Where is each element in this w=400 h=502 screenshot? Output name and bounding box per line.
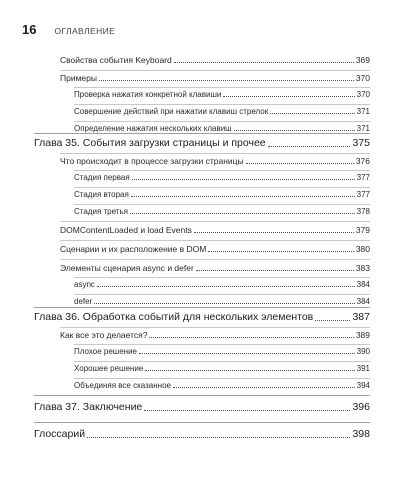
entry-divider (60, 221, 370, 222)
toc-entry-page: 398 (352, 428, 370, 440)
toc-entry-page: 379 (355, 225, 370, 235)
toc-chapter[interactable] (34, 138, 370, 149)
toc-entry-page: 376 (355, 156, 370, 166)
toc-entry-title: async (74, 280, 95, 289)
toc-entry[interactable] (74, 281, 370, 289)
toc-entry[interactable] (74, 191, 370, 199)
entry-divider (74, 294, 370, 295)
entry-divider (60, 259, 370, 260)
toc-entry-title: Проверка нажатия конкретной клавиши (74, 90, 222, 99)
entry-divider (60, 327, 370, 328)
toc-entry-page: 370 (356, 90, 370, 99)
dot-leader (174, 62, 354, 63)
dot-leader (208, 251, 354, 252)
toc-entry-title: Глава 35. События загрузки страницы и прочее (34, 137, 266, 149)
toc-entry-page: 378 (356, 207, 370, 216)
entry-divider (60, 153, 370, 154)
entry-divider (60, 70, 370, 71)
toc-entry[interactable] (74, 298, 370, 306)
toc-entry-title: Совершение действий при нажатии клавиш стрелок (74, 107, 269, 116)
toc-entry-page: 396 (352, 401, 370, 413)
entry-divider (74, 121, 370, 122)
toc-entry-title: Стадия вторая (74, 190, 129, 199)
toc-entry[interactable] (74, 382, 370, 390)
toc-entry-page: 377 (356, 190, 370, 199)
toc-entry-page: 387 (352, 311, 370, 323)
entry-divider (74, 344, 370, 345)
toc-entry-page: 384 (356, 297, 370, 306)
toc-chapter[interactable] (34, 429, 370, 440)
toc-entry-title: Сценарии и их расположение в DOM (60, 244, 207, 254)
toc-entry-title: Примеры (60, 73, 97, 83)
entry-divider (74, 104, 370, 105)
toc-entry-title: Объединяя все сказанное (74, 381, 171, 390)
dot-leader (196, 270, 354, 271)
toc-entry-title: DOMContentLoaded и load Events (60, 225, 192, 235)
toc-entry-page: 371 (356, 107, 370, 116)
toc-entry-page: 375 (352, 137, 370, 149)
toc-entry[interactable] (60, 157, 370, 166)
toc-entry[interactable] (74, 365, 370, 373)
dot-leader (99, 80, 354, 81)
toc-entry-page: 391 (356, 364, 370, 373)
toc-entry-title: Определение нажатия нескольких клавиш (74, 124, 232, 133)
toc-entry-page: 371 (356, 124, 370, 133)
toc-entry-page: 389 (355, 330, 370, 340)
entry-divider (74, 204, 370, 205)
toc-entry-page: 380 (355, 244, 370, 254)
toc-entry[interactable] (60, 331, 370, 340)
toc-entry-title: Стадия первая (74, 173, 130, 182)
dot-leader (131, 196, 355, 197)
running-title: ОГЛАВЛЕНИЕ (54, 26, 116, 36)
dot-leader (87, 437, 350, 438)
toc-entry[interactable] (60, 264, 370, 273)
entry-divider (74, 361, 370, 362)
chapter-rule (34, 133, 370, 134)
toc-entry-title: Плохое решение (74, 347, 137, 356)
toc-entry-page: 394 (356, 381, 370, 390)
entry-divider (74, 170, 370, 171)
toc-entry-title: Стадия третья (74, 207, 128, 216)
toc-entry[interactable] (74, 348, 370, 356)
toc-chapter[interactable] (34, 312, 370, 323)
toc-entry-title: Хорошее решение (74, 364, 144, 373)
toc-entry-title: Как все это делается? (60, 330, 148, 340)
dot-leader (144, 410, 350, 411)
dot-leader (149, 337, 353, 338)
chapter-rule (34, 307, 370, 308)
toc-entry[interactable] (74, 208, 370, 216)
dot-leader (234, 130, 355, 131)
toc-entry[interactable] (74, 125, 370, 133)
dot-leader (132, 179, 355, 180)
dot-leader (173, 387, 355, 388)
toc-entry-title: Свойства события Keyboard (60, 55, 172, 65)
dot-leader (315, 320, 350, 321)
dot-leader (270, 113, 354, 114)
toc-entry[interactable] (60, 226, 370, 235)
entry-divider (74, 87, 370, 88)
toc-entry-title: Глоссарий (34, 428, 86, 440)
entry-divider (74, 378, 370, 379)
dot-leader (139, 353, 355, 354)
dot-leader (145, 370, 354, 371)
toc-entry[interactable] (74, 174, 370, 182)
toc-entry-title: defer (74, 297, 93, 306)
entry-divider (74, 277, 370, 278)
toc-entry[interactable] (74, 108, 370, 116)
toc-entry-title: Элементы сценария async и defer (60, 263, 194, 273)
toc-entry-page: 390 (356, 347, 370, 356)
toc-entry-title: Что происходит в процессе загрузки страницы (60, 156, 244, 166)
toc-entry-page: 383 (355, 263, 370, 273)
toc-entry[interactable] (60, 56, 370, 65)
dot-leader (97, 286, 355, 287)
chapter-rule (34, 395, 370, 396)
dot-leader (223, 96, 354, 97)
toc-entry[interactable] (74, 91, 370, 99)
toc-entry[interactable] (60, 74, 370, 83)
dot-leader (130, 213, 355, 214)
dot-leader (94, 303, 354, 304)
toc-entry-page: 370 (355, 73, 370, 83)
toc-entry-page: 377 (356, 173, 370, 182)
dot-leader (246, 163, 354, 164)
toc-chapter[interactable] (34, 402, 370, 413)
toc-entry[interactable] (60, 245, 370, 254)
dot-leader (194, 232, 354, 233)
entry-divider (60, 240, 370, 241)
toc-entry-page: 384 (356, 280, 370, 289)
toc-entry-title: Глава 36. Обработка событий для нескольких элементов (34, 311, 314, 323)
entry-divider (74, 187, 370, 188)
dot-leader (268, 146, 351, 147)
toc-entry-page: 369 (355, 55, 370, 65)
chapter-rule (34, 422, 370, 423)
page-number: 16 (22, 22, 37, 37)
toc-entry-title: Глава 37. Заключение (34, 401, 143, 413)
